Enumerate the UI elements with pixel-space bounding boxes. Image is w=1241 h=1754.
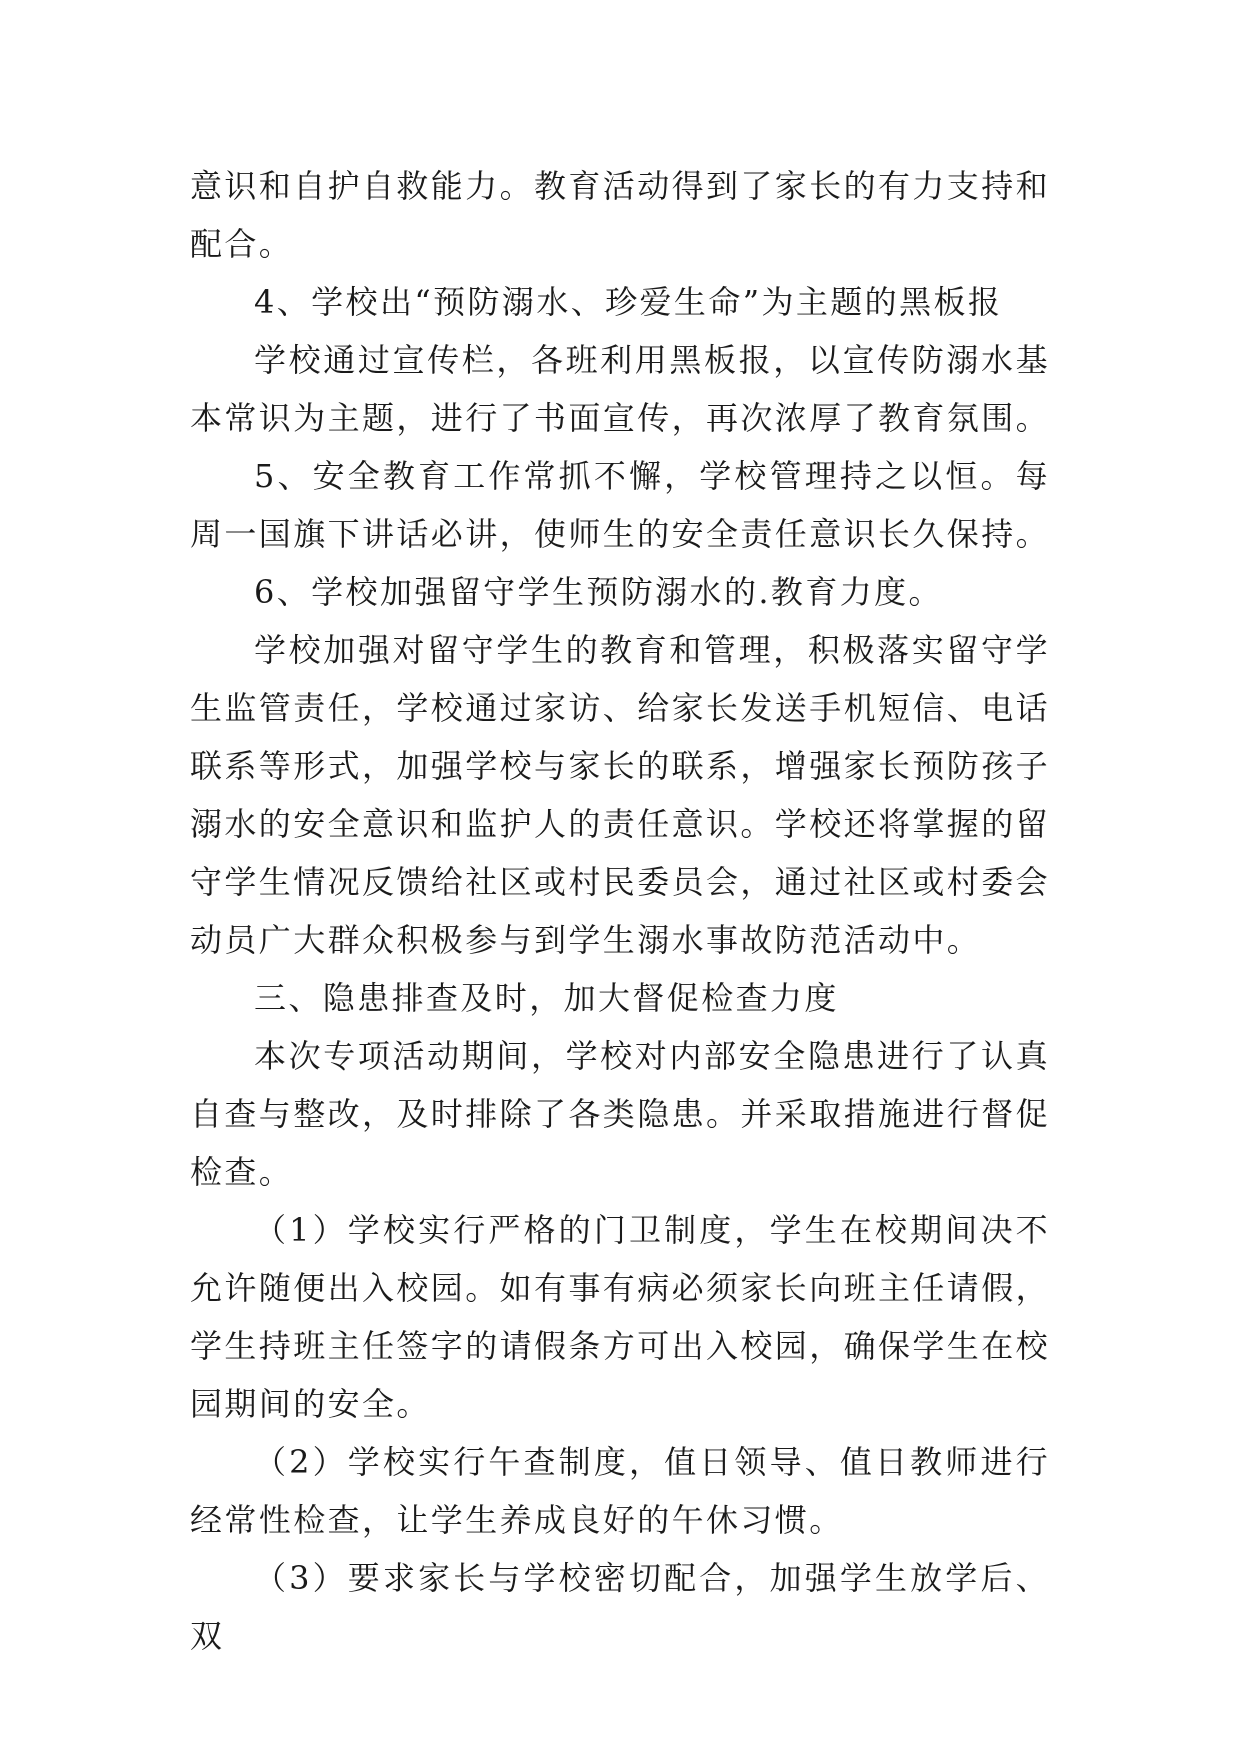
paragraph: （1）学校实行严格的门卫制度，学生在校期间决不允许随便出入校园。如有事有病必须家长向班主任请假，学生持班主任签字的请假条方可出入校园，确保学生在校园期间的安全。 [190,1211,1051,1423]
paragraph: 5、安全教育工作常抓不懈，学校管理持之以恒。每周一国旗下讲话必讲，使师生的安全责任意识长久保持。 [190,457,1051,553]
paragraph: 6、学校加强留守学生预防溺水的.教育力度。 [254,573,943,611]
paragraph: 学校加强对留守学生的教育和管理，积极落实留守学生监管责任，学校通过家访、给家长发送手机短信、电话联系等形式，加强学校与家长的联系，增强家长预防孩子溺水的安全意识和监护人的责任意识。学校还将掌握的留守学生情况反馈给社区或村民委员会，通过社区或村委会动员广大群众积极参与到学生溺水事故防范活动中。 [190,631,1051,959]
paragraph: （2）学校实行午查制度，值日领导、值日教师进行经常性检查，让学生养成良好的午休习惯。 [190,1443,1050,1539]
paragraph: 学校通过宣传栏，各班利用黑板报，以宣传防溺水基本常识为主题，进行了书面宣传，再次浓厚了教育氛围。 [190,341,1051,437]
paragraph: 意识和自护自救能力。教育活动得到了家长的有力支持和配合。 [190,167,1051,263]
section-heading: 三、隐患排查及时，加大督促检查力度 [254,979,839,1017]
paragraph: 4、学校出“预防溺水、珍爱生命”为主题的黑板报 [254,283,1003,321]
paragraph: 本次专项活动期间，学校对内部安全隐患进行了认真自查与整改，及时排除了各类隐患。并采取措施进行督促检查。 [190,1037,1051,1191]
body-text [190,157,1050,1665]
paragraph: （3）要求家长与学校密切配合，加强学生放学后、双 [190,1559,1050,1655]
